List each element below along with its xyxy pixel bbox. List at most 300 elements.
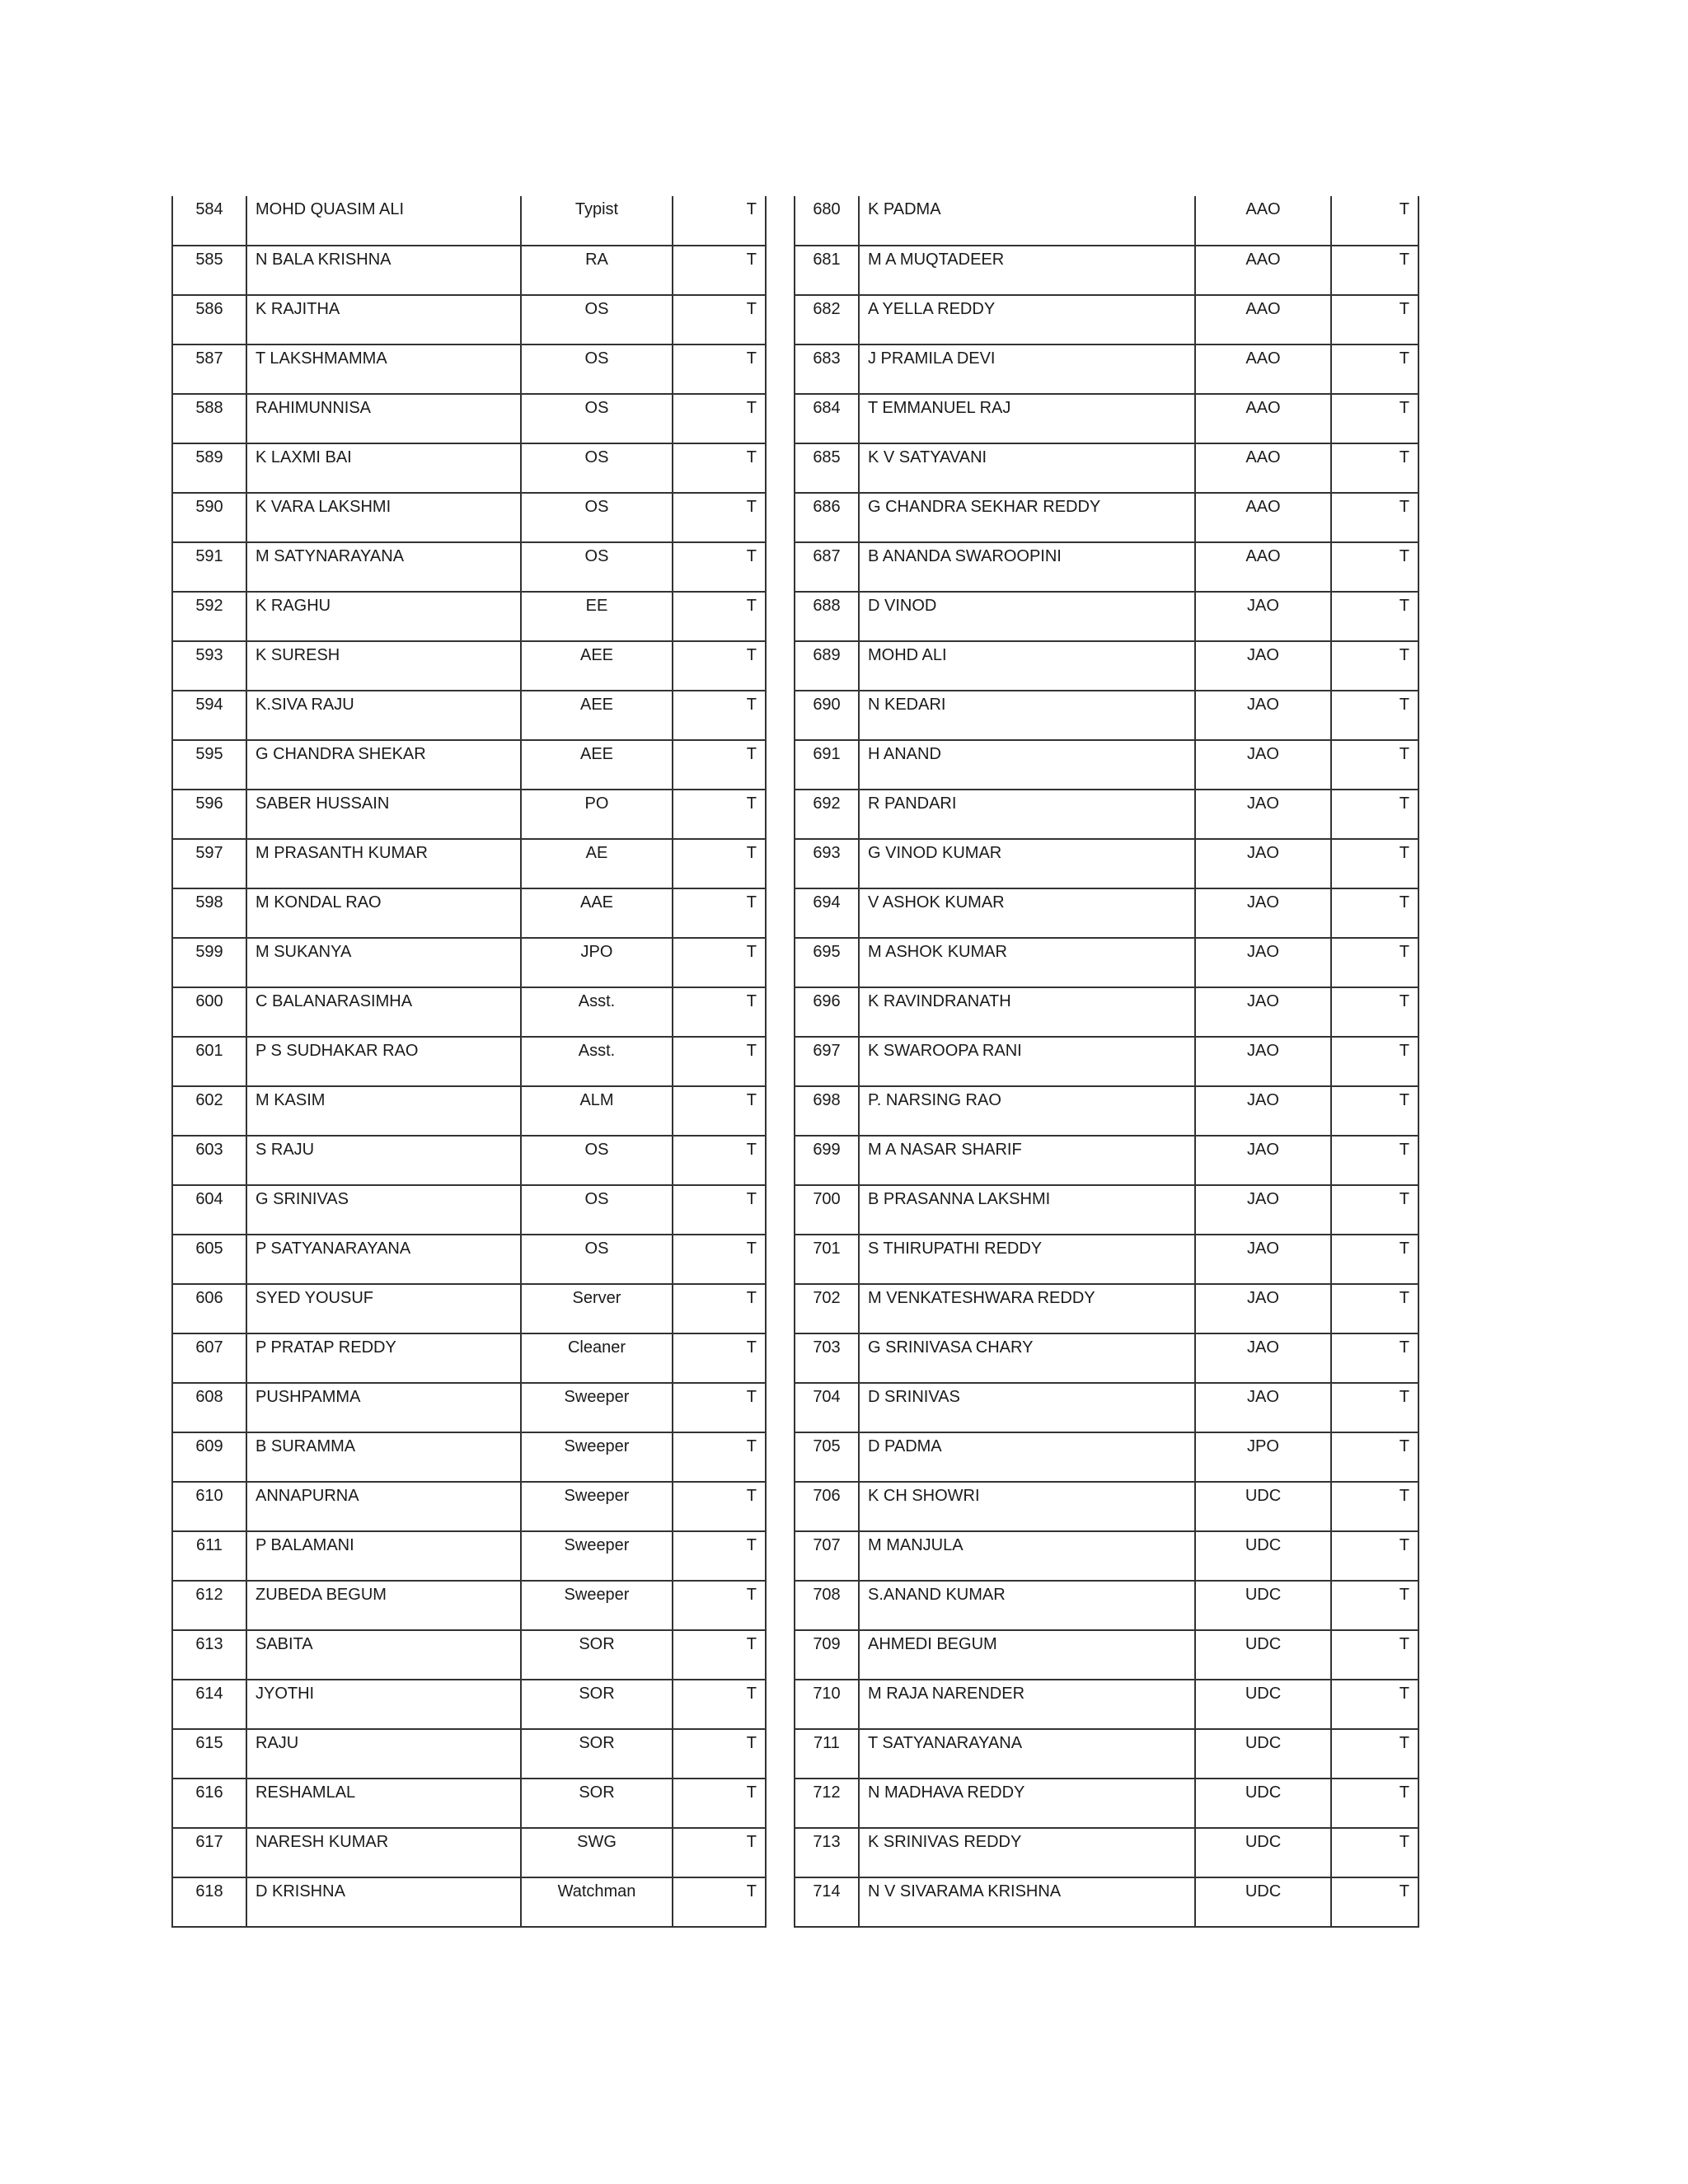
table-row xyxy=(172,839,766,888)
table-row xyxy=(795,1779,1418,1828)
status-code-cell: T xyxy=(1331,196,1418,246)
table-row xyxy=(795,1432,1418,1482)
employee-name-cell: SYED YOUSUF xyxy=(246,1284,521,1333)
designation-cell: AEE xyxy=(521,691,673,740)
employee-name-cell: A YELLA REDDY xyxy=(859,295,1195,344)
employee-name-cell: R PANDARI xyxy=(859,790,1195,839)
serial-number-cell: 681 xyxy=(795,246,859,295)
serial-number-cell: 596 xyxy=(172,790,246,839)
serial-number-cell: 704 xyxy=(795,1383,859,1432)
employee-table-left xyxy=(171,196,767,1928)
designation-cell: ALM xyxy=(521,1086,673,1136)
table-row xyxy=(795,196,1418,246)
status-code-cell: T xyxy=(673,888,766,938)
employee-name-cell: M RAJA NARENDER xyxy=(859,1680,1195,1729)
table-row xyxy=(795,1729,1418,1779)
table-row xyxy=(795,691,1418,740)
serial-number-cell: 684 xyxy=(795,394,859,443)
designation-cell: AAO xyxy=(1195,344,1331,394)
table-row xyxy=(795,394,1418,443)
status-code-cell: T xyxy=(1331,295,1418,344)
serial-number-cell: 700 xyxy=(795,1185,859,1235)
serial-number-cell: 703 xyxy=(795,1333,859,1383)
designation-cell: Typist xyxy=(521,196,673,246)
table-row xyxy=(172,1284,766,1333)
table-row xyxy=(795,1680,1418,1729)
designation-cell: JAO xyxy=(1195,691,1331,740)
serial-number-cell: 699 xyxy=(795,1136,859,1185)
serial-number-cell: 598 xyxy=(172,888,246,938)
status-code-cell: T xyxy=(1331,938,1418,987)
status-code-cell: T xyxy=(673,1284,766,1333)
designation-cell: RA xyxy=(521,246,673,295)
table-row xyxy=(172,1680,766,1729)
employee-name-cell: ANNAPURNA xyxy=(246,1482,521,1531)
table-row xyxy=(795,888,1418,938)
employee-name-cell: P. NARSING RAO xyxy=(859,1086,1195,1136)
employee-name-cell: K RAJITHA xyxy=(246,295,521,344)
serial-number-cell: 685 xyxy=(795,443,859,493)
status-code-cell: T xyxy=(673,394,766,443)
table-row xyxy=(172,1432,766,1482)
designation-cell: SOR xyxy=(521,1680,673,1729)
employee-name-cell: M VENKATESHWARA REDDY xyxy=(859,1284,1195,1333)
status-code-cell: T xyxy=(1331,394,1418,443)
serial-number-cell: 698 xyxy=(795,1086,859,1136)
serial-number-cell: 711 xyxy=(795,1729,859,1779)
table-row xyxy=(795,592,1418,641)
employee-name-cell: G CHANDRA SEKHAR REDDY xyxy=(859,493,1195,542)
table-row xyxy=(172,394,766,443)
designation-cell: AAO xyxy=(1195,394,1331,443)
designation-cell: UDC xyxy=(1195,1779,1331,1828)
status-code-cell: T xyxy=(1331,987,1418,1037)
status-code-cell: T xyxy=(673,1432,766,1482)
status-code-cell: T xyxy=(1331,839,1418,888)
status-code-cell: T xyxy=(673,443,766,493)
designation-cell: Watchman xyxy=(521,1877,673,1927)
designation-cell: JAO xyxy=(1195,790,1331,839)
designation-cell: Sweeper xyxy=(521,1482,673,1531)
designation-cell: OS xyxy=(521,443,673,493)
status-code-cell: T xyxy=(673,1531,766,1581)
designation-cell: JAO xyxy=(1195,1333,1331,1383)
designation-cell: Sweeper xyxy=(521,1383,673,1432)
serial-number-cell: 707 xyxy=(795,1531,859,1581)
status-code-cell: T xyxy=(1331,1729,1418,1779)
table-row xyxy=(795,641,1418,691)
designation-cell: EE xyxy=(521,592,673,641)
employee-name-cell: MOHD QUASIM ALI xyxy=(246,196,521,246)
status-code-cell: T xyxy=(1331,344,1418,394)
designation-cell: AEE xyxy=(521,641,673,691)
status-code-cell: T xyxy=(673,1136,766,1185)
employee-name-cell: C BALANARASIMHA xyxy=(246,987,521,1037)
employee-name-cell: N V SIVARAMA KRISHNA xyxy=(859,1877,1195,1927)
serial-number-cell: 601 xyxy=(172,1037,246,1086)
employee-name-cell: P BALAMANI xyxy=(246,1531,521,1581)
serial-number-cell: 693 xyxy=(795,839,859,888)
serial-number-cell: 613 xyxy=(172,1630,246,1680)
status-code-cell: T xyxy=(1331,1432,1418,1482)
status-code-cell: T xyxy=(673,1037,766,1086)
table-row xyxy=(172,1086,766,1136)
table-row xyxy=(172,344,766,394)
designation-cell: JAO xyxy=(1195,888,1331,938)
status-code-cell: T xyxy=(1331,246,1418,295)
employee-name-cell: M ASHOK KUMAR xyxy=(859,938,1195,987)
designation-cell: Sweeper xyxy=(521,1432,673,1482)
employee-name-cell: D KRISHNA xyxy=(246,1877,521,1927)
status-code-cell: T xyxy=(1331,1779,1418,1828)
employee-name-cell: ZUBEDA BEGUM xyxy=(246,1581,521,1630)
status-code-cell: T xyxy=(673,938,766,987)
designation-cell: JAO xyxy=(1195,740,1331,790)
designation-cell: Cleaner xyxy=(521,1333,673,1383)
employee-name-cell: NARESH KUMAR xyxy=(246,1828,521,1877)
employee-name-cell: K V SATYAVANI xyxy=(859,443,1195,493)
designation-cell: OS xyxy=(521,295,673,344)
designation-cell: Sweeper xyxy=(521,1581,673,1630)
designation-cell: OS xyxy=(521,394,673,443)
serial-number-cell: 694 xyxy=(795,888,859,938)
status-code-cell: T xyxy=(673,592,766,641)
status-code-cell: T xyxy=(1331,691,1418,740)
serial-number-cell: 692 xyxy=(795,790,859,839)
employee-name-cell: N BALA KRISHNA xyxy=(246,246,521,295)
employee-name-cell: M A NASAR SHARIF xyxy=(859,1136,1195,1185)
table-row xyxy=(795,1828,1418,1877)
table-row xyxy=(795,1630,1418,1680)
status-code-cell: T xyxy=(1331,1333,1418,1383)
designation-cell: UDC xyxy=(1195,1828,1331,1877)
designation-cell: PO xyxy=(521,790,673,839)
serial-number-cell: 595 xyxy=(172,740,246,790)
status-code-cell: T xyxy=(673,196,766,246)
status-code-cell: T xyxy=(673,344,766,394)
serial-number-cell: 683 xyxy=(795,344,859,394)
employee-name-cell: M MANJULA xyxy=(859,1531,1195,1581)
employee-name-cell: S RAJU xyxy=(246,1136,521,1185)
designation-cell: UDC xyxy=(1195,1531,1331,1581)
table-row xyxy=(795,1086,1418,1136)
designation-cell: JAO xyxy=(1195,1037,1331,1086)
employee-name-cell: B ANANDA SWAROOPINI xyxy=(859,542,1195,592)
designation-cell: JAO xyxy=(1195,839,1331,888)
employee-name-cell: N KEDARI xyxy=(859,691,1195,740)
employee-name-cell: M SUKANYA xyxy=(246,938,521,987)
employee-name-cell: RAHIMUNNISA xyxy=(246,394,521,443)
serial-number-cell: 612 xyxy=(172,1581,246,1630)
designation-cell: AAE xyxy=(521,888,673,938)
employee-name-cell: G VINOD KUMAR xyxy=(859,839,1195,888)
designation-cell: JAO xyxy=(1195,1136,1331,1185)
employee-name-cell: B SURAMMA xyxy=(246,1432,521,1482)
table-row xyxy=(172,1877,766,1927)
status-code-cell: T xyxy=(673,1630,766,1680)
serial-number-cell: 682 xyxy=(795,295,859,344)
serial-number-cell: 687 xyxy=(795,542,859,592)
designation-cell: SWG xyxy=(521,1828,673,1877)
serial-number-cell: 607 xyxy=(172,1333,246,1383)
employee-name-cell: S THIRUPATHI REDDY xyxy=(859,1235,1195,1284)
employee-name-cell: M PRASANTH KUMAR xyxy=(246,839,521,888)
employee-table-left-body xyxy=(172,196,766,1927)
serial-number-cell: 592 xyxy=(172,592,246,641)
status-code-cell: T xyxy=(673,1779,766,1828)
table-row xyxy=(172,888,766,938)
status-code-cell: T xyxy=(1331,790,1418,839)
status-code-cell: T xyxy=(1331,542,1418,592)
designation-cell: UDC xyxy=(1195,1877,1331,1927)
table-row xyxy=(172,1136,766,1185)
serial-number-cell: 712 xyxy=(795,1779,859,1828)
serial-number-cell: 605 xyxy=(172,1235,246,1284)
table-row xyxy=(172,1779,766,1828)
table-row xyxy=(172,1828,766,1877)
serial-number-cell: 695 xyxy=(795,938,859,987)
table-row xyxy=(795,443,1418,493)
table-row xyxy=(172,641,766,691)
serial-number-cell: 691 xyxy=(795,740,859,790)
designation-cell: JAO xyxy=(1195,987,1331,1037)
serial-number-cell: 713 xyxy=(795,1828,859,1877)
employee-name-cell: K PADMA xyxy=(859,196,1195,246)
status-code-cell: T xyxy=(1331,1284,1418,1333)
serial-number-cell: 599 xyxy=(172,938,246,987)
designation-cell: OS xyxy=(521,1136,673,1185)
table-row xyxy=(795,1185,1418,1235)
serial-number-cell: 610 xyxy=(172,1482,246,1531)
table-row xyxy=(795,542,1418,592)
designation-cell: AAO xyxy=(1195,246,1331,295)
designation-cell: Server xyxy=(521,1284,673,1333)
serial-number-cell: 593 xyxy=(172,641,246,691)
designation-cell: OS xyxy=(521,1235,673,1284)
table-row xyxy=(172,592,766,641)
table-row xyxy=(795,1531,1418,1581)
designation-cell: AAO xyxy=(1195,542,1331,592)
table-row xyxy=(795,1383,1418,1432)
employee-name-cell: RESHAMLAL xyxy=(246,1779,521,1828)
serial-number-cell: 708 xyxy=(795,1581,859,1630)
table-row xyxy=(795,493,1418,542)
serial-number-cell: 701 xyxy=(795,1235,859,1284)
table-row xyxy=(172,1630,766,1680)
designation-cell: OS xyxy=(521,344,673,394)
designation-cell: SOR xyxy=(521,1729,673,1779)
status-code-cell: T xyxy=(673,542,766,592)
table-row xyxy=(172,691,766,740)
serial-number-cell: 602 xyxy=(172,1086,246,1136)
serial-number-cell: 594 xyxy=(172,691,246,740)
designation-cell: AAO xyxy=(1195,443,1331,493)
employee-name-cell: P SATYANARAYANA xyxy=(246,1235,521,1284)
serial-number-cell: 589 xyxy=(172,443,246,493)
table-row xyxy=(172,1383,766,1432)
status-code-cell: T xyxy=(1331,1877,1418,1927)
designation-cell: UDC xyxy=(1195,1482,1331,1531)
status-code-cell: T xyxy=(673,1680,766,1729)
status-code-cell: T xyxy=(1331,1037,1418,1086)
designation-cell: JAO xyxy=(1195,641,1331,691)
employee-name-cell: K RAGHU xyxy=(246,592,521,641)
status-code-cell: T xyxy=(673,295,766,344)
table-row xyxy=(795,1235,1418,1284)
status-code-cell: T xyxy=(1331,1828,1418,1877)
employee-name-cell: D VINOD xyxy=(859,592,1195,641)
serial-number-cell: 597 xyxy=(172,839,246,888)
table-row xyxy=(172,1037,766,1086)
status-code-cell: T xyxy=(673,641,766,691)
status-code-cell: T xyxy=(1331,1581,1418,1630)
employee-name-cell: V ASHOK KUMAR xyxy=(859,888,1195,938)
serial-number-cell: 604 xyxy=(172,1185,246,1235)
employee-name-cell: G SRINIVASA CHARY xyxy=(859,1333,1195,1383)
employee-name-cell: M KASIM xyxy=(246,1086,521,1136)
serial-number-cell: 609 xyxy=(172,1432,246,1482)
status-code-cell: T xyxy=(1331,641,1418,691)
employee-name-cell: J PRAMILA DEVI xyxy=(859,344,1195,394)
employee-name-cell: K SURESH xyxy=(246,641,521,691)
table-row xyxy=(795,1284,1418,1333)
serial-number-cell: 680 xyxy=(795,196,859,246)
status-code-cell: T xyxy=(673,1235,766,1284)
table-row xyxy=(172,1482,766,1531)
serial-number-cell: 702 xyxy=(795,1284,859,1333)
table-row xyxy=(172,1729,766,1779)
table-row xyxy=(795,1333,1418,1383)
table-row xyxy=(795,1136,1418,1185)
serial-number-cell: 586 xyxy=(172,295,246,344)
employee-name-cell: P PRATAP REDDY xyxy=(246,1333,521,1383)
status-code-cell: T xyxy=(673,1086,766,1136)
table-row xyxy=(795,839,1418,888)
employee-table-right xyxy=(794,196,1419,1928)
serial-number-cell: 689 xyxy=(795,641,859,691)
serial-number-cell: 585 xyxy=(172,246,246,295)
table-row xyxy=(795,1482,1418,1531)
serial-number-cell: 688 xyxy=(795,592,859,641)
designation-cell: JAO xyxy=(1195,1235,1331,1284)
status-code-cell: T xyxy=(673,1383,766,1432)
employee-name-cell: K.SIVA RAJU xyxy=(246,691,521,740)
status-code-cell: T xyxy=(673,691,766,740)
employee-name-cell: D SRINIVAS xyxy=(859,1383,1195,1432)
employee-table-right-body xyxy=(795,196,1418,1927)
table-row xyxy=(795,1877,1418,1927)
designation-cell: UDC xyxy=(1195,1729,1331,1779)
designation-cell: AAO xyxy=(1195,196,1331,246)
table-row xyxy=(795,1037,1418,1086)
status-code-cell: T xyxy=(1331,592,1418,641)
employee-name-cell: T EMMANUEL RAJ xyxy=(859,394,1195,443)
employee-name-cell: G CHANDRA SHEKAR xyxy=(246,740,521,790)
status-code-cell: T xyxy=(673,493,766,542)
employee-name-cell: AHMEDI BEGUM xyxy=(859,1630,1195,1680)
designation-cell: OS xyxy=(521,1185,673,1235)
status-code-cell: T xyxy=(1331,1383,1418,1432)
designation-cell: AAO xyxy=(1195,295,1331,344)
employee-name-cell: K SRINIVAS REDDY xyxy=(859,1828,1195,1877)
serial-number-cell: 590 xyxy=(172,493,246,542)
designation-cell: JAO xyxy=(1195,592,1331,641)
table-row xyxy=(172,1185,766,1235)
serial-number-cell: 600 xyxy=(172,987,246,1037)
designation-cell: OS xyxy=(521,542,673,592)
employee-name-cell: H ANAND xyxy=(859,740,1195,790)
serial-number-cell: 705 xyxy=(795,1432,859,1482)
serial-number-cell: 603 xyxy=(172,1136,246,1185)
table-row xyxy=(172,295,766,344)
table-row xyxy=(172,542,766,592)
status-code-cell: T xyxy=(673,1729,766,1779)
designation-cell: Asst. xyxy=(521,987,673,1037)
status-code-cell: T xyxy=(1331,443,1418,493)
table-row xyxy=(172,443,766,493)
employee-name-cell: M SATYNARAYANA xyxy=(246,542,521,592)
table-row xyxy=(172,196,766,246)
serial-number-cell: 614 xyxy=(172,1680,246,1729)
designation-cell: JAO xyxy=(1195,1284,1331,1333)
employee-name-cell: SABITA xyxy=(246,1630,521,1680)
employee-name-cell: K RAVINDRANATH xyxy=(859,987,1195,1037)
employee-name-cell: K SWAROOPA RANI xyxy=(859,1037,1195,1086)
serial-number-cell: 591 xyxy=(172,542,246,592)
table-row xyxy=(795,790,1418,839)
status-code-cell: T xyxy=(1331,1680,1418,1729)
table-row xyxy=(795,938,1418,987)
employee-name-cell: MOHD ALI xyxy=(859,641,1195,691)
table-row xyxy=(795,344,1418,394)
serial-number-cell: 617 xyxy=(172,1828,246,1877)
employee-name-cell: SABER HUSSAIN xyxy=(246,790,521,839)
employee-name-cell: M KONDAL RAO xyxy=(246,888,521,938)
designation-cell: AAO xyxy=(1195,493,1331,542)
employee-name-cell: G SRINIVAS xyxy=(246,1185,521,1235)
status-code-cell: T xyxy=(673,1828,766,1877)
designation-cell: AE xyxy=(521,839,673,888)
serial-number-cell: 618 xyxy=(172,1877,246,1927)
employee-name-cell: K VARA LAKSHMI xyxy=(246,493,521,542)
serial-number-cell: 588 xyxy=(172,394,246,443)
designation-cell: UDC xyxy=(1195,1630,1331,1680)
designation-cell: JAO xyxy=(1195,938,1331,987)
table-row xyxy=(795,740,1418,790)
designation-cell: SOR xyxy=(521,1779,673,1828)
status-code-cell: T xyxy=(673,790,766,839)
serial-number-cell: 686 xyxy=(795,493,859,542)
status-code-cell: T xyxy=(1331,1630,1418,1680)
status-code-cell: T xyxy=(1331,1235,1418,1284)
designation-cell: JAO xyxy=(1195,1185,1331,1235)
status-code-cell: T xyxy=(673,987,766,1037)
designation-cell: UDC xyxy=(1195,1680,1331,1729)
table-row xyxy=(795,1581,1418,1630)
table-row xyxy=(172,1531,766,1581)
designation-cell: JAO xyxy=(1195,1383,1331,1432)
status-code-cell: T xyxy=(1331,740,1418,790)
employee-name-cell: T LAKSHMAMMA xyxy=(246,344,521,394)
employee-name-cell: K LAXMI BAI xyxy=(246,443,521,493)
serial-number-cell: 690 xyxy=(795,691,859,740)
serial-number-cell: 696 xyxy=(795,987,859,1037)
table-row xyxy=(172,246,766,295)
serial-number-cell: 584 xyxy=(172,196,246,246)
employee-name-cell: B PRASANNA LAKSHMI xyxy=(859,1185,1195,1235)
status-code-cell: T xyxy=(1331,1531,1418,1581)
designation-cell: SOR xyxy=(521,1630,673,1680)
